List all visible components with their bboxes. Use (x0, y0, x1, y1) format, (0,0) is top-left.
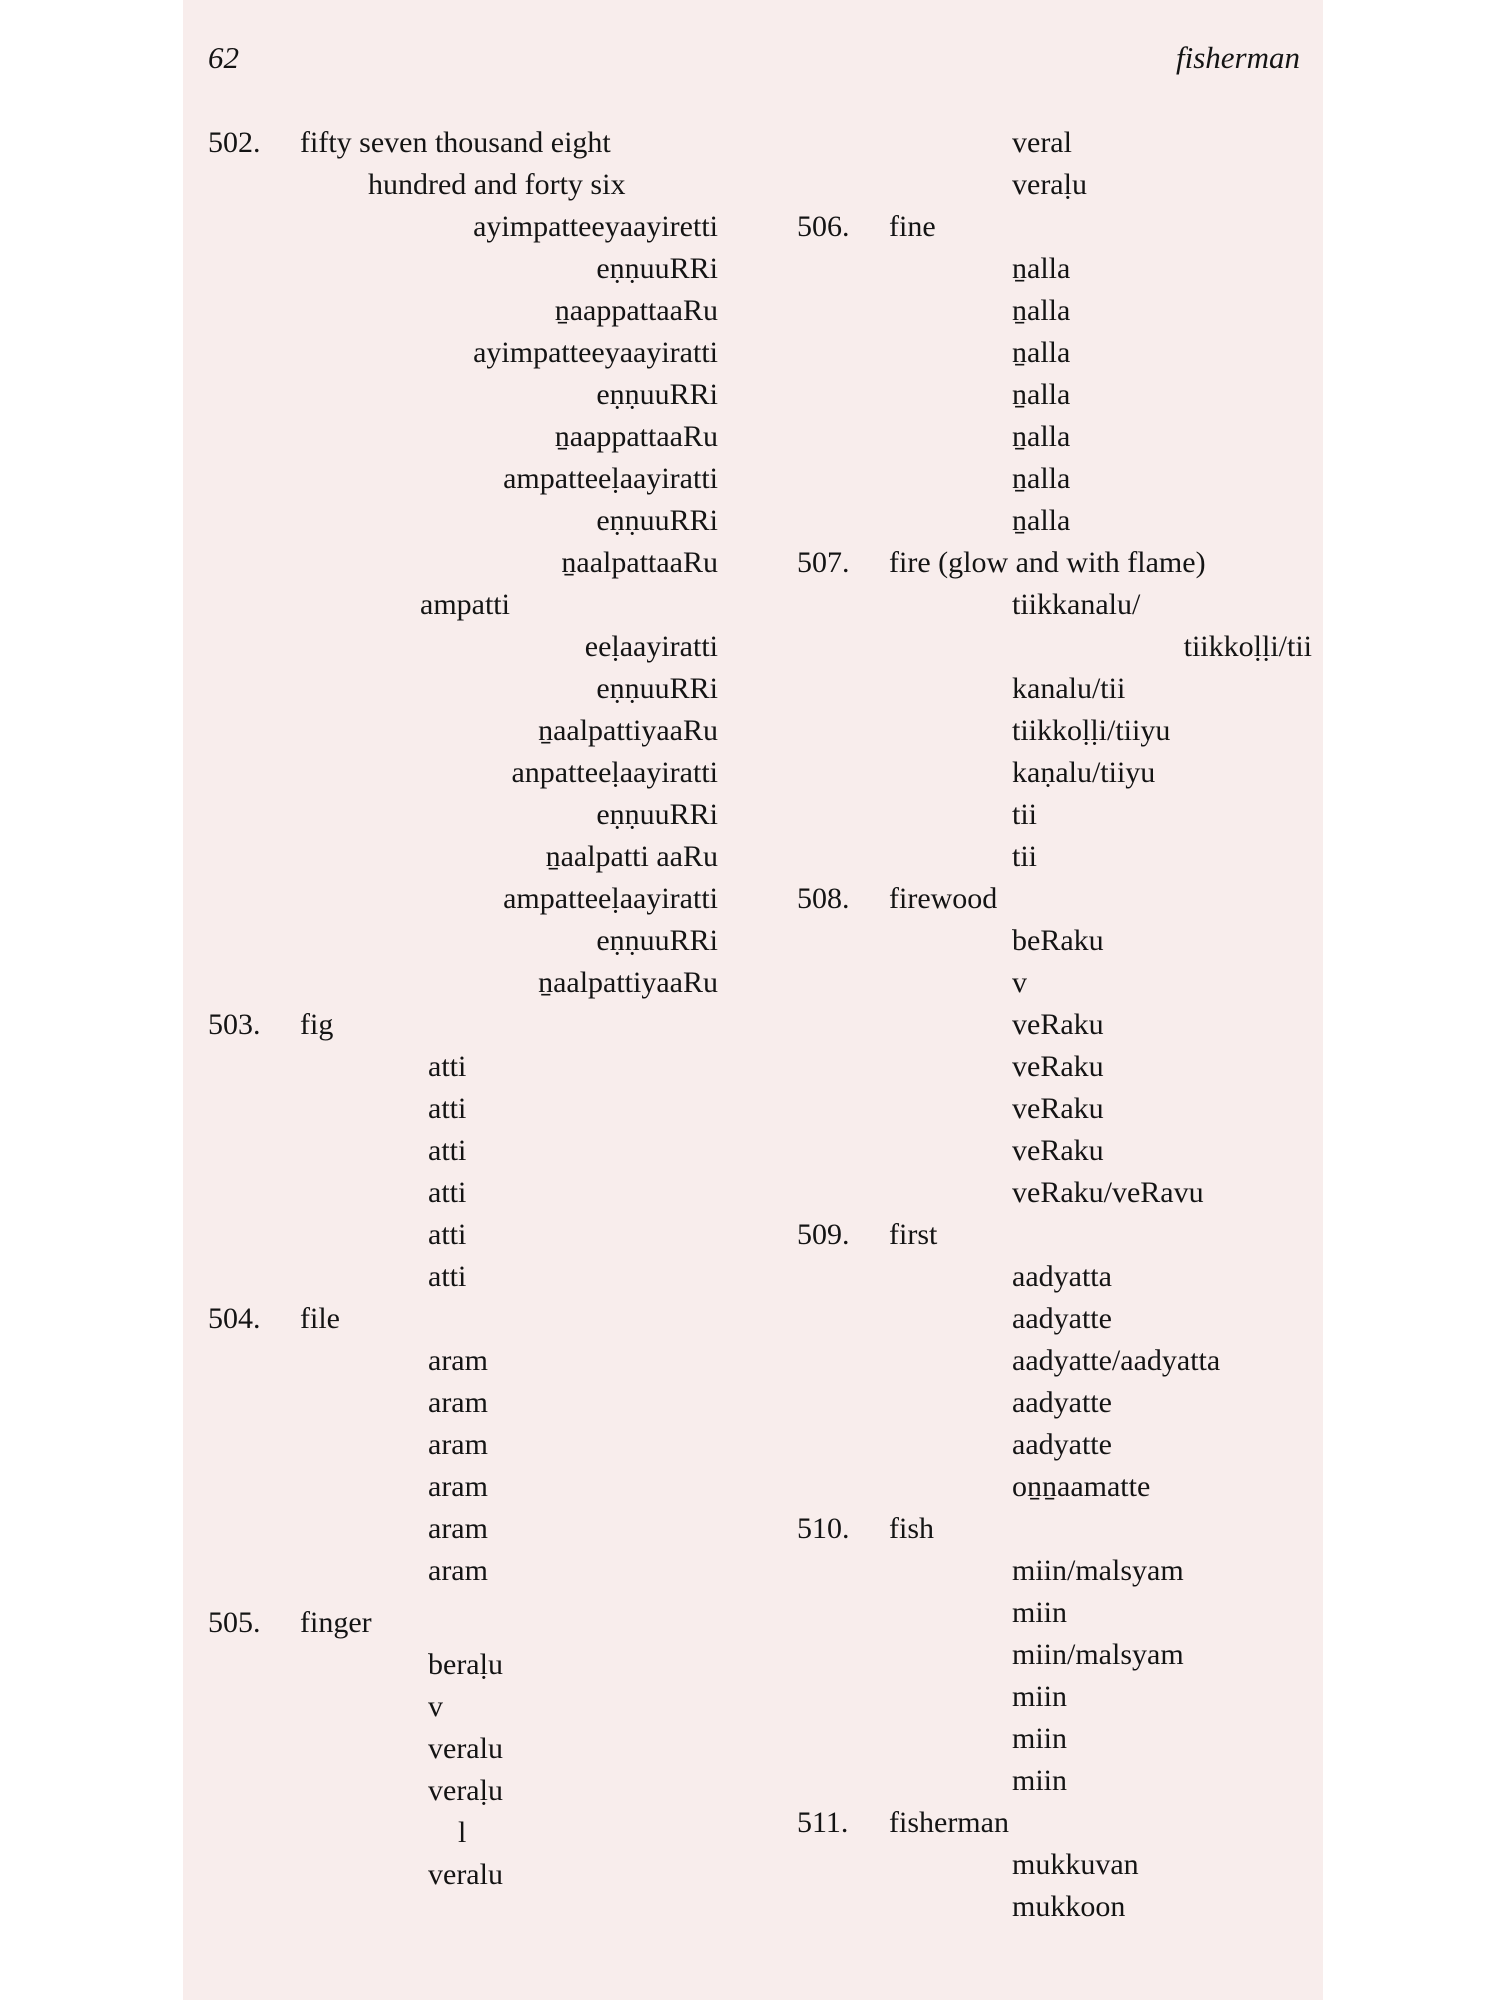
dialect-form: tiikkoḷḷi/tii (1183, 630, 1312, 663)
entry-number: 510. (797, 1512, 850, 1545)
dialect-form: ṉalla (1012, 252, 1071, 285)
dialect-form: miin/malsyam (1012, 1638, 1184, 1671)
entry-number: 511. (797, 1806, 849, 1839)
dialect-form: ṉalla (1012, 336, 1071, 369)
dialect-form: aram (428, 1512, 488, 1545)
dialect-form: aram (428, 1470, 488, 1503)
dialect-form: aram (428, 1554, 488, 1587)
dialect-form: beRaku (1012, 924, 1104, 957)
dialect-form: eṇṇuuRRi (596, 504, 718, 537)
dialect-form: miin (1012, 1680, 1068, 1713)
dialect-form: ṉalla (1012, 378, 1071, 411)
entry-number: 508. (797, 882, 850, 915)
entry-509 (797, 1214, 1317, 1508)
dialect-form: miin (1012, 1764, 1068, 1797)
entry-502 (208, 122, 728, 1004)
dialect-form: veRaku (1012, 1008, 1104, 1041)
left-column (208, 122, 728, 1896)
entry-headword: fifty seven thousand eight (300, 126, 611, 159)
form-list (208, 1340, 728, 1592)
dialect-form: veRaku (1012, 1092, 1104, 1125)
dialect-form: oṉṉaamatte (1012, 1470, 1151, 1503)
entry-headword: fine (889, 210, 936, 243)
dialect-form: eṇṇuuRRi (596, 378, 718, 411)
dialect-form: ampatti (420, 588, 510, 621)
form-list (797, 122, 1317, 206)
form-list (208, 1644, 728, 1896)
entry-headword: fire (glow and with flame) (889, 546, 1206, 579)
dialect-form: miin/malsyam (1012, 1554, 1184, 1587)
entry-508 (797, 878, 1317, 1214)
entry-number: 507. (797, 546, 850, 579)
dialect-form: ṉalla (1012, 462, 1071, 495)
dialect-form: ṉaappattaaRu (554, 294, 718, 327)
dialect-form: miin (1012, 1722, 1068, 1755)
dialect-form: aram (428, 1428, 488, 1461)
dialect-form: eṇṇuuRRi (596, 798, 718, 831)
dialect-form: ayimpatteeyaayiretti (473, 210, 718, 243)
entry-number: 503. (208, 1008, 261, 1041)
page-number: 62 (208, 40, 239, 75)
dialect-form: aram (428, 1344, 488, 1377)
dialect-form: atti (428, 1260, 467, 1293)
entry-headword: first (889, 1218, 938, 1251)
dialect-form: atti (428, 1176, 467, 1209)
dialect-form: aadyatta (1012, 1260, 1112, 1293)
entry-headword: firewood (889, 882, 998, 915)
dialect-form: tii (1012, 798, 1038, 831)
dialect-form: eṇṇuuRRi (596, 924, 718, 957)
entry-number: 506. (797, 210, 850, 243)
dialect-form: veRaku (1012, 1134, 1104, 1167)
dialect-form: atti (428, 1050, 467, 1083)
entry-511 (797, 1802, 1317, 1928)
dialect-form: ṉaalpattaaRu (561, 546, 718, 579)
entry-headword: fig (300, 1008, 334, 1041)
entry-number: 504. (208, 1302, 261, 1335)
dialect-form: atti (428, 1092, 467, 1125)
dialect-form: ṉalla (1012, 294, 1071, 327)
form-list (797, 920, 1317, 1214)
dialect-form: eṇṇuuRRi (596, 672, 718, 705)
dialect-form: atti (428, 1218, 467, 1251)
dialect-form: aram (428, 1386, 488, 1419)
dialect-form: veRaku (1012, 1050, 1104, 1083)
right-column (797, 122, 1317, 1928)
entry-headword: finger (300, 1606, 372, 1639)
form-list (797, 1550, 1317, 1802)
dialect-form: ampatteeḷaayiratti (503, 882, 718, 915)
dialect-form: tiikkanalu/ (1012, 588, 1141, 621)
entry-headword: file (300, 1302, 340, 1335)
dialect-form: kaṇalu/tiiyu (1012, 756, 1156, 789)
guide-word: fisherman (1176, 40, 1300, 75)
dialect-form: ṉaalpatti aaRu (545, 840, 718, 873)
dialect-form: aadyatte (1012, 1302, 1112, 1335)
entry-number: 502. (208, 126, 261, 159)
dialect-form: tiikkoḷḷi/tiiyu (1012, 714, 1171, 747)
entry-504 (208, 1298, 728, 1592)
dialect-form: veraḷu (1012, 168, 1087, 201)
dialect-form: tii (1012, 840, 1038, 873)
dialect-form: eeḷaayiratti (584, 630, 718, 663)
dialect-form: v (1012, 966, 1027, 999)
form-list (208, 206, 728, 1004)
entry-505-continued (797, 122, 1317, 206)
form-list (797, 1844, 1317, 1928)
entry-number: 509. (797, 1218, 850, 1251)
form-list (797, 584, 1317, 878)
dialect-form: eṇṇuuRRi (596, 252, 718, 285)
entry-505 (208, 1602, 728, 1896)
dialect-form: beraḷu (428, 1648, 503, 1681)
entry-506 (797, 206, 1317, 542)
form-list (797, 1256, 1317, 1508)
dialect-form: ṉalla (1012, 420, 1071, 453)
dialect-form: ṉaalpattiyaaRu (538, 714, 718, 747)
dialect-form: l (458, 1816, 467, 1849)
dialect-form: aadyatte (1012, 1428, 1112, 1461)
dialect-form: veraḷu (428, 1774, 503, 1807)
dialect-form: atti (428, 1134, 467, 1167)
dialect-form: ayimpatteeyaayiratti (473, 336, 718, 369)
dialect-form: mukkoon (1012, 1890, 1126, 1923)
entry-number: 505. (208, 1606, 261, 1639)
dialect-form: ṉalla (1012, 504, 1071, 537)
entry-507 (797, 542, 1317, 878)
dialect-form: veralu (428, 1858, 503, 1891)
entry-headword-continued: hundred and forty six (368, 168, 626, 201)
entry-510 (797, 1508, 1317, 1802)
dialect-form: miin (1012, 1596, 1068, 1629)
dialect-form: aadyatte (1012, 1386, 1112, 1419)
dialect-form: mukkuvan (1012, 1848, 1139, 1881)
dialect-form: veral (1012, 126, 1072, 159)
dialect-form: v (428, 1690, 443, 1723)
dialect-form: aadyatte/aadyatta (1012, 1344, 1221, 1377)
form-list (208, 1046, 728, 1298)
dialect-form: ṉaalpattiyaaRu (538, 966, 718, 999)
entry-headword: fisherman (889, 1806, 1009, 1839)
entry-503 (208, 1004, 728, 1298)
dialect-form: ampatteeḷaayiratti (503, 462, 718, 495)
dialect-form: veralu (428, 1732, 503, 1765)
dialect-form: ṉaappattaaRu (554, 420, 718, 453)
dialect-form: veRaku/veRavu (1012, 1176, 1204, 1209)
form-list (797, 248, 1317, 542)
entry-headword: fish (889, 1512, 934, 1545)
dialect-form: anpatteeḷaayiratti (511, 756, 718, 789)
dialect-form: kanalu/tii (1012, 672, 1126, 705)
